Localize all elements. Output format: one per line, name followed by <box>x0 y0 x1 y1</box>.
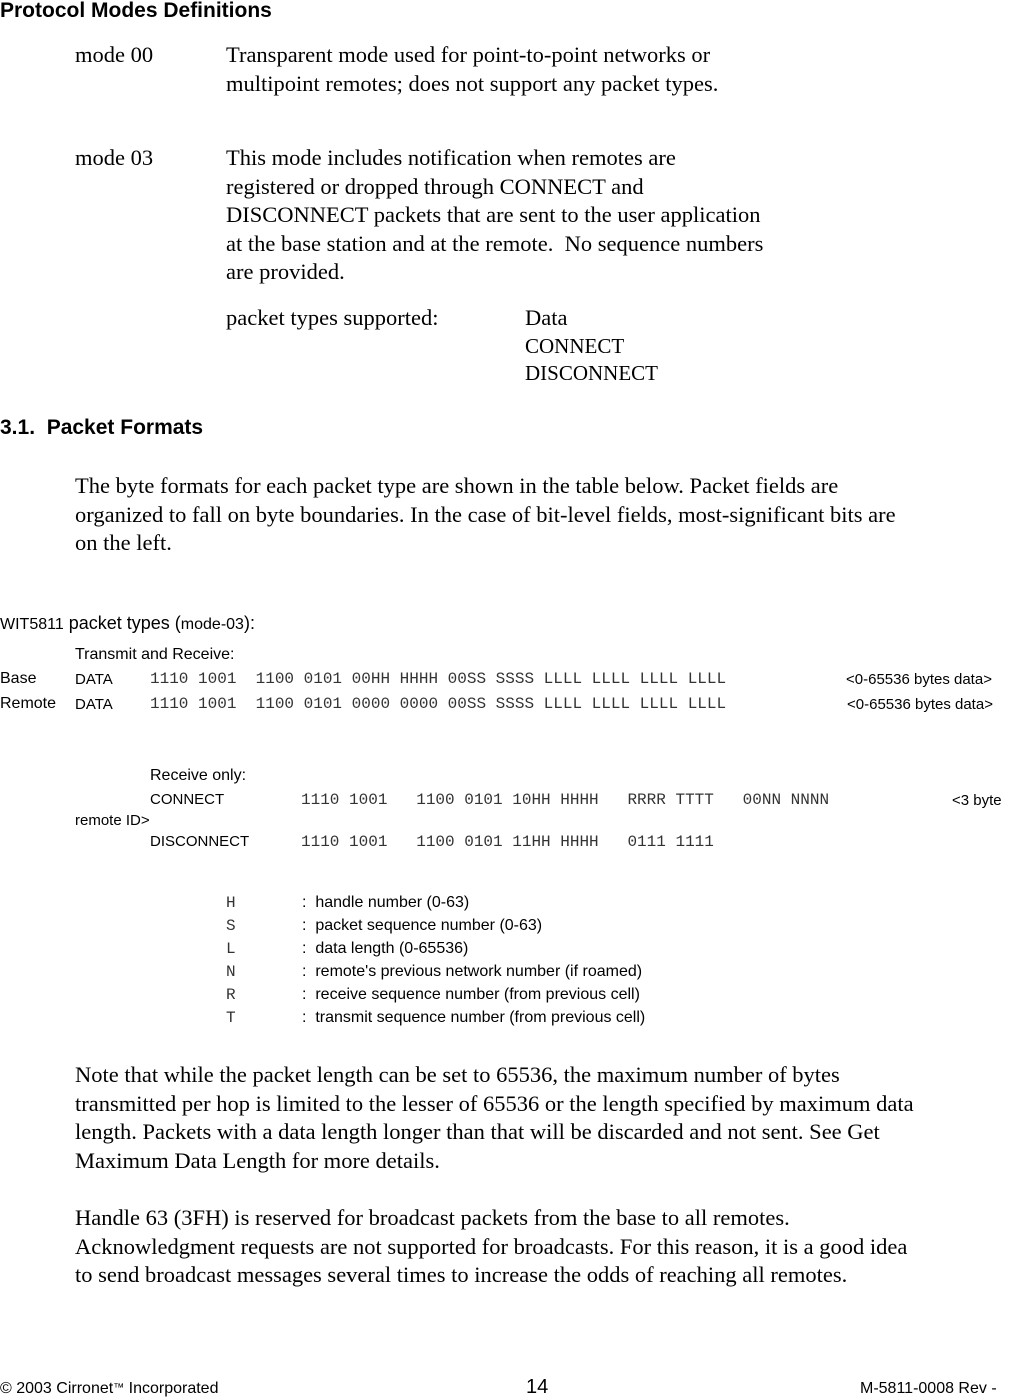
legend-key-n: N <box>226 963 236 981</box>
mode-03-line-5: are provided. <box>226 259 345 284</box>
handle-paragraph <box>75 1204 1009 1290</box>
mode-03-line-4: at the base station and at the remote. No sequence numbers <box>226 230 764 256</box>
supported-type-data: Data <box>525 305 568 330</box>
legend-desc-s: : packet sequence number (0-63) <box>302 917 543 934</box>
tx-row-remote-note: <0-65536 bytes data> <box>847 696 993 713</box>
tx-row-remote-bits: 1110 1001 1100 0101 0000 0000 00SS SSSS LLLL LLLL LLLL LLLL <box>150 695 727 713</box>
caption-middle: packet types ( <box>63 613 181 633</box>
supported-type-connect: CONNECT <box>525 334 625 358</box>
note-line-3: length. Packets with a data length longer than that will be discarded and not sent. See Get <box>75 1119 880 1144</box>
note-line-4: Maximum Data Length for more details. <box>75 1147 440 1173</box>
legend-desc-n: : remote's previous network number (if roamed) <box>302 963 643 980</box>
tx-row-base-note: <0-65536 bytes data> <box>846 671 992 688</box>
intro-paragraph <box>75 472 1009 558</box>
mode-03-line-3: DISCONNECT packets that are sent to the user application <box>226 202 761 227</box>
legend-desc-h: : handle number (0-63) <box>302 894 470 911</box>
caption-device: WIT5811 <box>0 616 64 633</box>
note-line-2: transmitted per hop is limited to the lesser of 65536 or the length specified by maximum data <box>75 1090 914 1116</box>
handle-line-1: Handle 63 (3FH) is reserved for broadcast packets from the base to all remotes. <box>75 1205 790 1230</box>
supported-label: packet types supported: <box>226 305 439 330</box>
rx-row-connect-note-cont: remote ID> <box>75 812 150 829</box>
note-paragraph <box>75 1061 1009 1175</box>
legend-key-r: R <box>226 986 236 1004</box>
tx-row-base-type: DATA <box>75 671 113 688</box>
legend-desc-t: : transmit sequence number (from previous cell) <box>302 1009 646 1026</box>
document-id: M-5811-0008 Rev - <box>860 1380 997 1397</box>
trademark-symbol: ™ <box>113 1382 125 1394</box>
tx-row-remote-type: DATA <box>75 696 113 713</box>
footer-copyright-post: Incorporated <box>124 1380 219 1397</box>
legend-desc-r: : receive sequence number (from previous cell) <box>302 986 640 1003</box>
rx-row-connect-note: <3 byte <box>952 792 1002 809</box>
receive-only-label: Receive only: <box>150 767 247 784</box>
section-title: Protocol Modes Definitions <box>0 0 272 22</box>
note-line-1: Note that while the packet length can be set to 65536, the maximum number of bytes <box>75 1062 840 1087</box>
intro-line-1: The byte formats for each packet type are shown in the table below. Packet fields are <box>75 473 839 498</box>
tx-row-base-side: Base <box>0 670 37 687</box>
mode-00-line-2: multipoint remotes; does not support any packet types. <box>226 70 719 96</box>
mode-00-line-1: Transparent mode used for point-to-point networks or <box>226 42 711 67</box>
rx-row-connect-bits: 1110 1001 1100 0101 10HH HHHH RRRR TTTT 00NN NNNN <box>301 791 830 809</box>
legend-key-s: S <box>226 917 236 935</box>
transmit-receive-label: Transmit and Receive: <box>75 646 235 663</box>
legend-key-h: H <box>226 894 236 912</box>
rx-row-disconnect-type: DISCONNECT <box>150 833 250 850</box>
footer-copyright-pre: © 2003 Cirronet <box>0 1380 114 1397</box>
packet-caption <box>0 613 255 634</box>
tx-row-remote-side: Remote <box>0 695 57 712</box>
rx-row-connect-type: CONNECT <box>150 791 225 808</box>
caption-end: ): <box>243 613 255 633</box>
mode-03-line-1: This mode includes notification when remotes are <box>226 145 676 170</box>
handle-line-2: Acknowledgment requests are not supported for broadcasts. For this reason, it is a good idea <box>75 1233 908 1259</box>
mode-03-label: mode 03 <box>75 145 154 170</box>
footer-copyright <box>0 1380 218 1398</box>
caption-mode: mode-03 <box>180 616 244 633</box>
legend-key-l: L <box>226 940 236 958</box>
rx-row-disconnect-bits: 1110 1001 1100 0101 11HH HHHH 0111 1111 <box>301 833 714 851</box>
tx-row-base-bits: 1110 1001 1100 0101 00HH HHHH 00SS SSSS LLLL LLLL LLLL LLLL <box>150 670 727 688</box>
intro-line-3: on the left. <box>75 530 172 555</box>
supported-type-disconnect: DISCONNECT <box>525 361 659 385</box>
mode-03-line-2: registered or dropped through CONNECT and <box>226 173 644 199</box>
intro-line-2: organized to fall on byte boundaries. In the case of bit-level fields, most-significant bits are <box>75 501 896 527</box>
subsection-title: 3.1. Packet Formats <box>0 416 204 439</box>
legend-desc-l: : data length (0-65536) <box>302 940 469 957</box>
handle-line-3: to send broadcast messages several times to increase the odds of reaching all remotes. <box>75 1262 848 1287</box>
mode-00-label: mode 00 <box>75 42 154 67</box>
page-number: 14 <box>526 1376 549 1398</box>
legend-key-t: T <box>226 1009 236 1027</box>
